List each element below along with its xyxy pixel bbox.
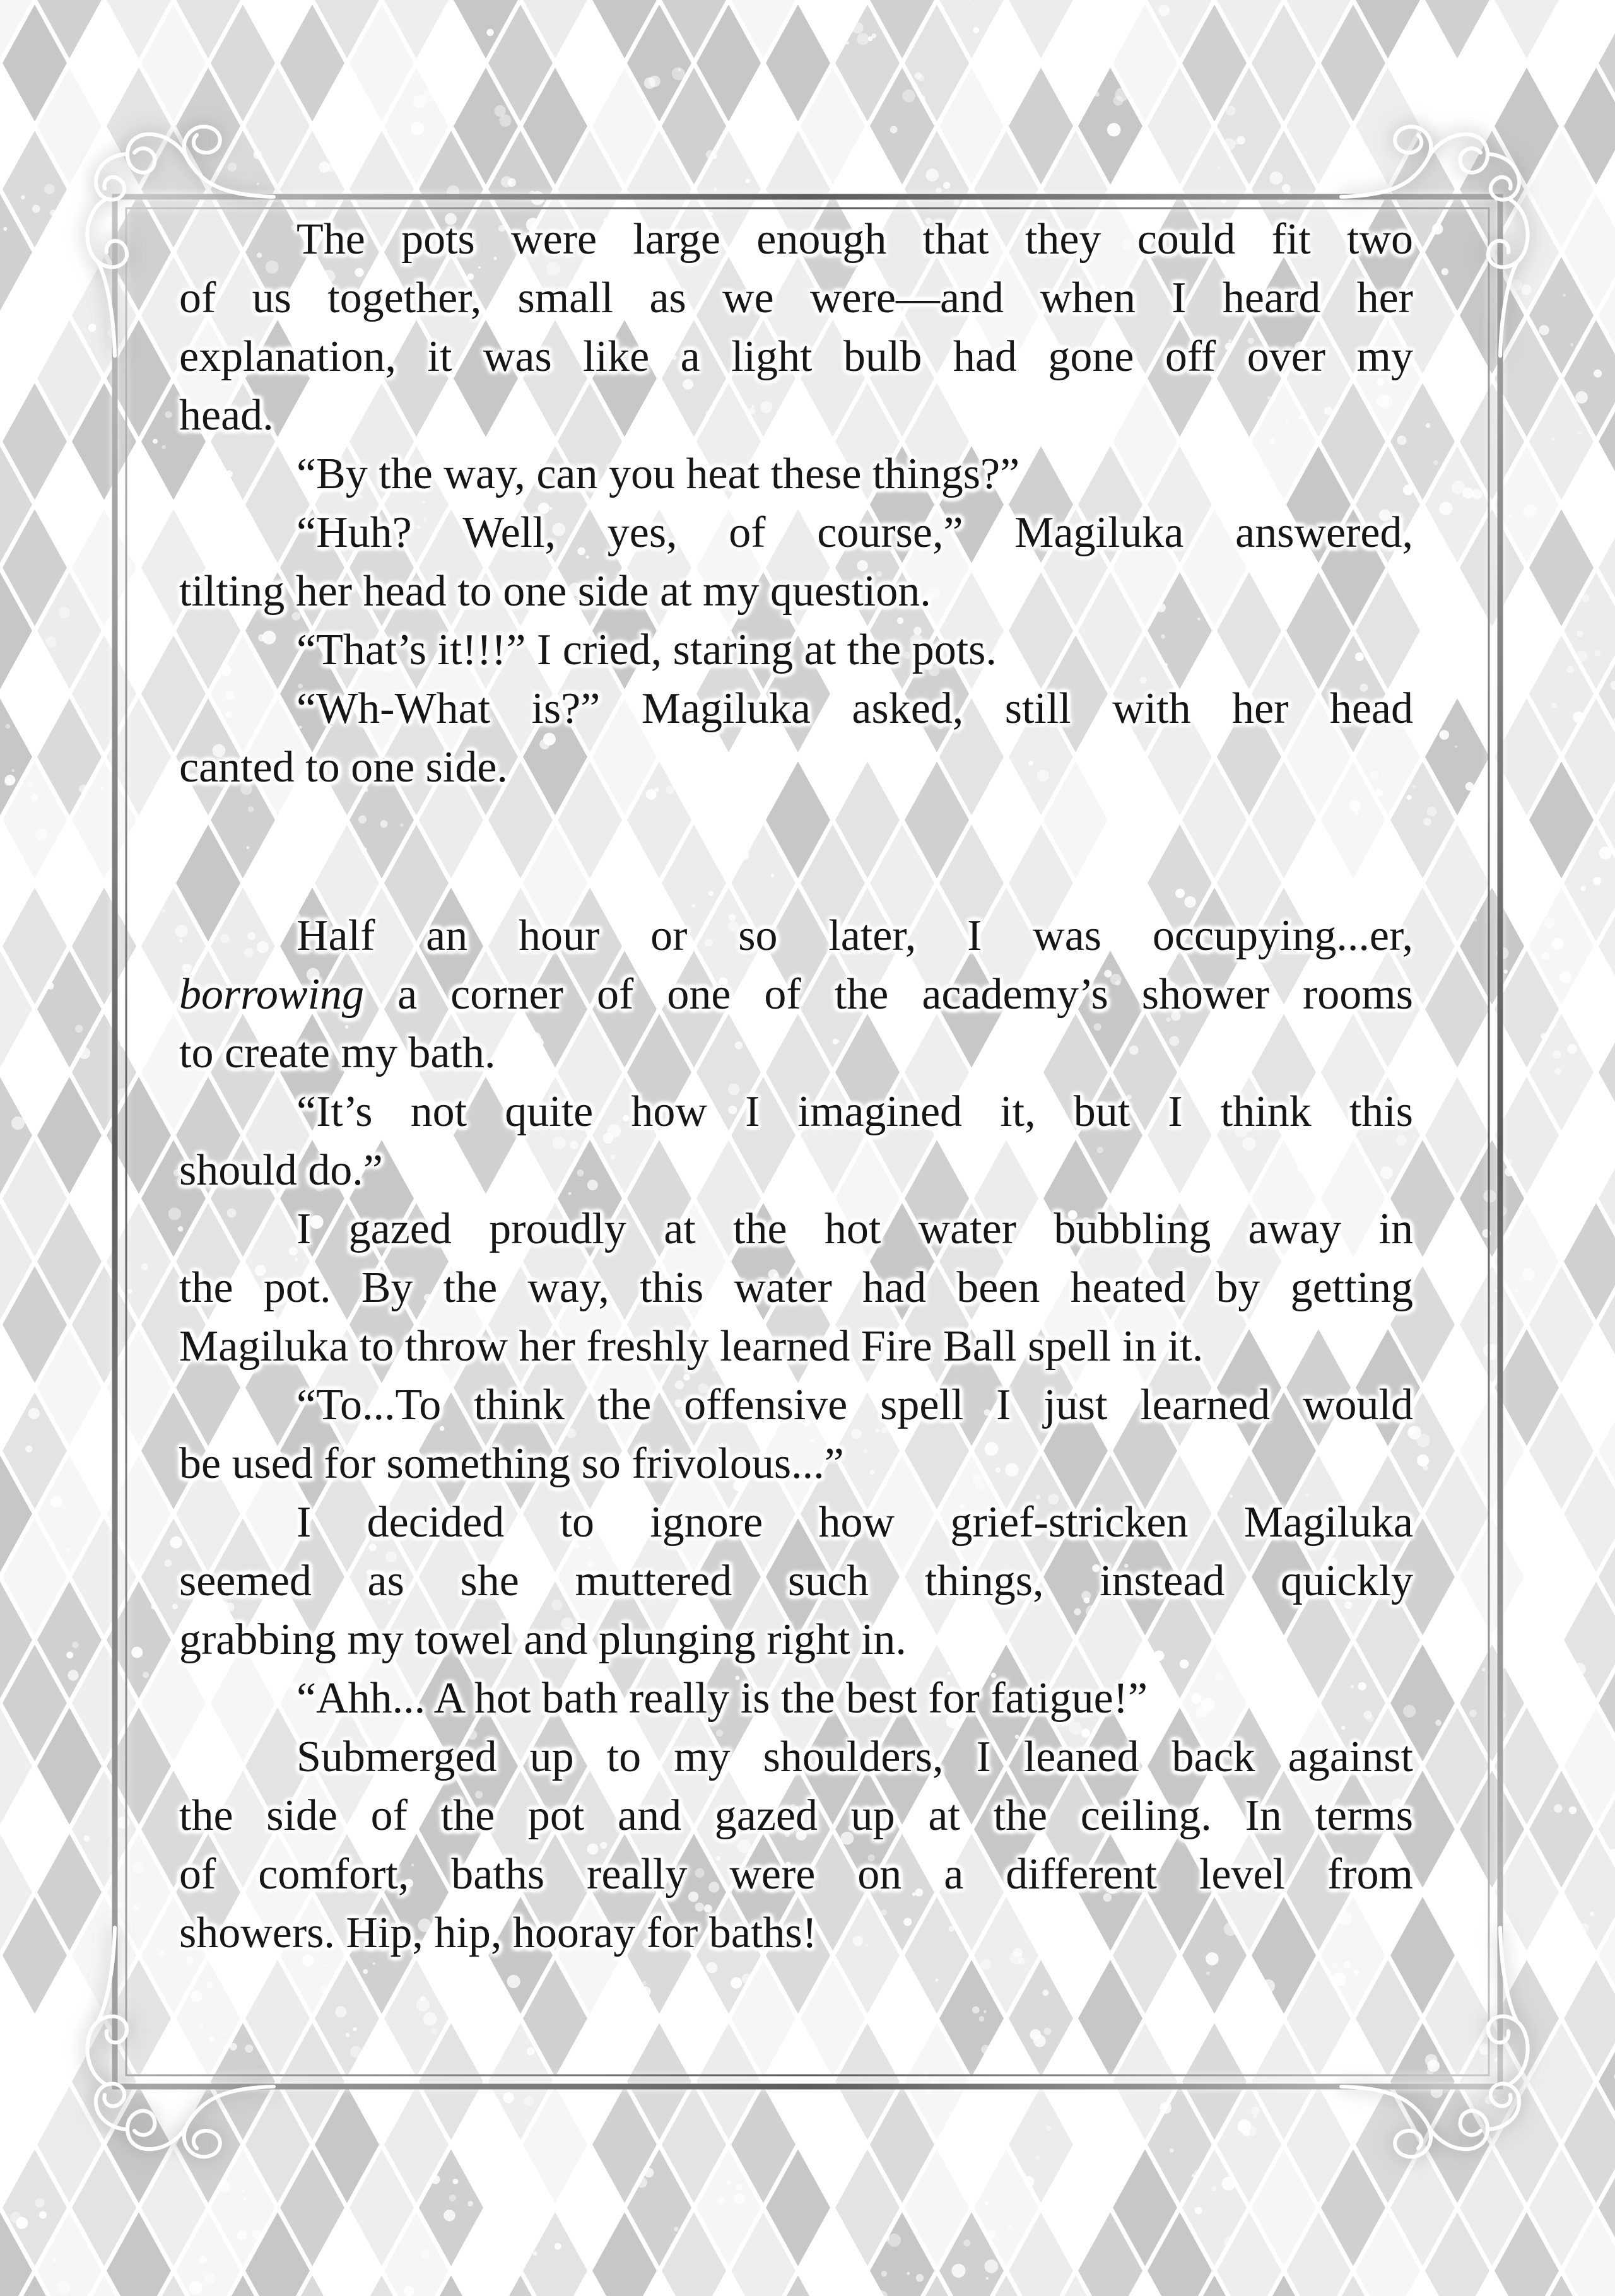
paragraph xyxy=(179,621,1413,679)
text-line xyxy=(179,1610,1413,1669)
text-segment: showers. Hip, hip, hooray for baths! xyxy=(179,1909,817,1957)
text-line xyxy=(179,906,1413,965)
text-segment: head. xyxy=(179,391,274,440)
text-line xyxy=(179,503,1413,562)
paragraph xyxy=(179,679,1413,797)
text-segment: “It’s not quite how I imagined it, but I think this xyxy=(297,1087,1413,1136)
text-segment: a corner of one of the academy’s shower rooms xyxy=(364,970,1413,1019)
text-line xyxy=(179,621,1413,679)
text-line xyxy=(179,1552,1413,1610)
paragraph xyxy=(179,1200,1413,1376)
text-segment: “To...To think the offensive spell I just learned would xyxy=(297,1381,1413,1429)
text-line xyxy=(179,1845,1413,1904)
text-line xyxy=(179,1024,1413,1082)
text-line xyxy=(179,1082,1413,1141)
paragraph xyxy=(179,210,1413,445)
text-segment: of us together, small as we were—and when I heard her xyxy=(179,274,1413,322)
text-segment: should do.” xyxy=(179,1146,383,1195)
text-line xyxy=(179,738,1413,797)
paragraph xyxy=(179,906,1413,1082)
text-segment: “Wh-What is?” Magiluka asked, still with her head xyxy=(297,684,1413,733)
text-segment: Submerged up to my shoulders, I leaned back against xyxy=(297,1733,1413,1781)
text-segment: to create my bath. xyxy=(179,1029,496,1077)
text-segment: the pot. By the way, this water had been heated by getting xyxy=(179,1263,1413,1312)
text-line xyxy=(179,1317,1413,1376)
paragraph xyxy=(179,1376,1413,1493)
text-line xyxy=(179,386,1413,445)
text-line xyxy=(179,965,1413,1024)
text-line xyxy=(179,210,1413,269)
text-line xyxy=(179,1200,1413,1258)
text-line xyxy=(179,269,1413,327)
text-segment: the side of the pot and gazed up at the ceiling. In terms xyxy=(179,1791,1413,1840)
text-segment: I gazed proudly at the hot water bubbling away in xyxy=(297,1205,1413,1253)
text-line xyxy=(179,1904,1413,1962)
text-segment: “Huh? Well, yes, of course,” Magiluka answered, xyxy=(297,508,1413,557)
text-segment: “That’s it!!!” I cried, staring at the pots. xyxy=(297,626,997,674)
text-segment: “By the way, can you heat these things?” xyxy=(297,450,1020,498)
text-segment: seemed as she muttered such things, instead quickly xyxy=(179,1557,1413,1605)
text-segment: grabbing my towel and plunging right in. xyxy=(179,1615,907,1664)
text-segment: of comfort, baths really were on a different level from xyxy=(179,1850,1413,1899)
text-line xyxy=(179,1728,1413,1786)
text-line xyxy=(179,445,1413,503)
text-segment: I decided to ignore how grief-stricken Magiluka xyxy=(297,1498,1413,1547)
paragraph xyxy=(179,1728,1413,1962)
paragraph xyxy=(179,445,1413,503)
paragraph xyxy=(179,1082,1413,1200)
italic-text-segment: borrowing xyxy=(179,970,365,1019)
text-segment: explanation, it was like a light bulb had gone off over my xyxy=(179,332,1413,381)
paragraph xyxy=(179,503,1413,621)
page-text xyxy=(179,210,1413,1962)
paragraph xyxy=(179,1493,1413,1669)
text-segment: Magiluka to throw her freshly learned Fire Ball spell in it. xyxy=(179,1322,1204,1371)
text-segment: canted to one side. xyxy=(179,743,508,792)
text-segment: The pots were large enough that they could fit two xyxy=(297,215,1413,264)
text-line xyxy=(179,1141,1413,1200)
text-line xyxy=(179,1493,1413,1552)
text-line xyxy=(179,1376,1413,1434)
text-line xyxy=(179,1434,1413,1493)
text-segment: be used for something so frivolous...” xyxy=(179,1439,844,1488)
text-line xyxy=(179,1258,1413,1317)
text-segment: tilting her head to one side at my question. xyxy=(179,567,931,616)
text-line xyxy=(179,679,1413,738)
text-line xyxy=(179,1669,1413,1728)
paragraph xyxy=(179,1669,1413,1728)
text-segment: Half an hour or so later, I was occupying...er, xyxy=(297,911,1413,960)
text-line xyxy=(179,327,1413,386)
text-segment: “Ahh... A hot bath really is the best for fatigue!” xyxy=(297,1674,1148,1723)
text-line xyxy=(179,1786,1413,1845)
text-line xyxy=(179,562,1413,621)
